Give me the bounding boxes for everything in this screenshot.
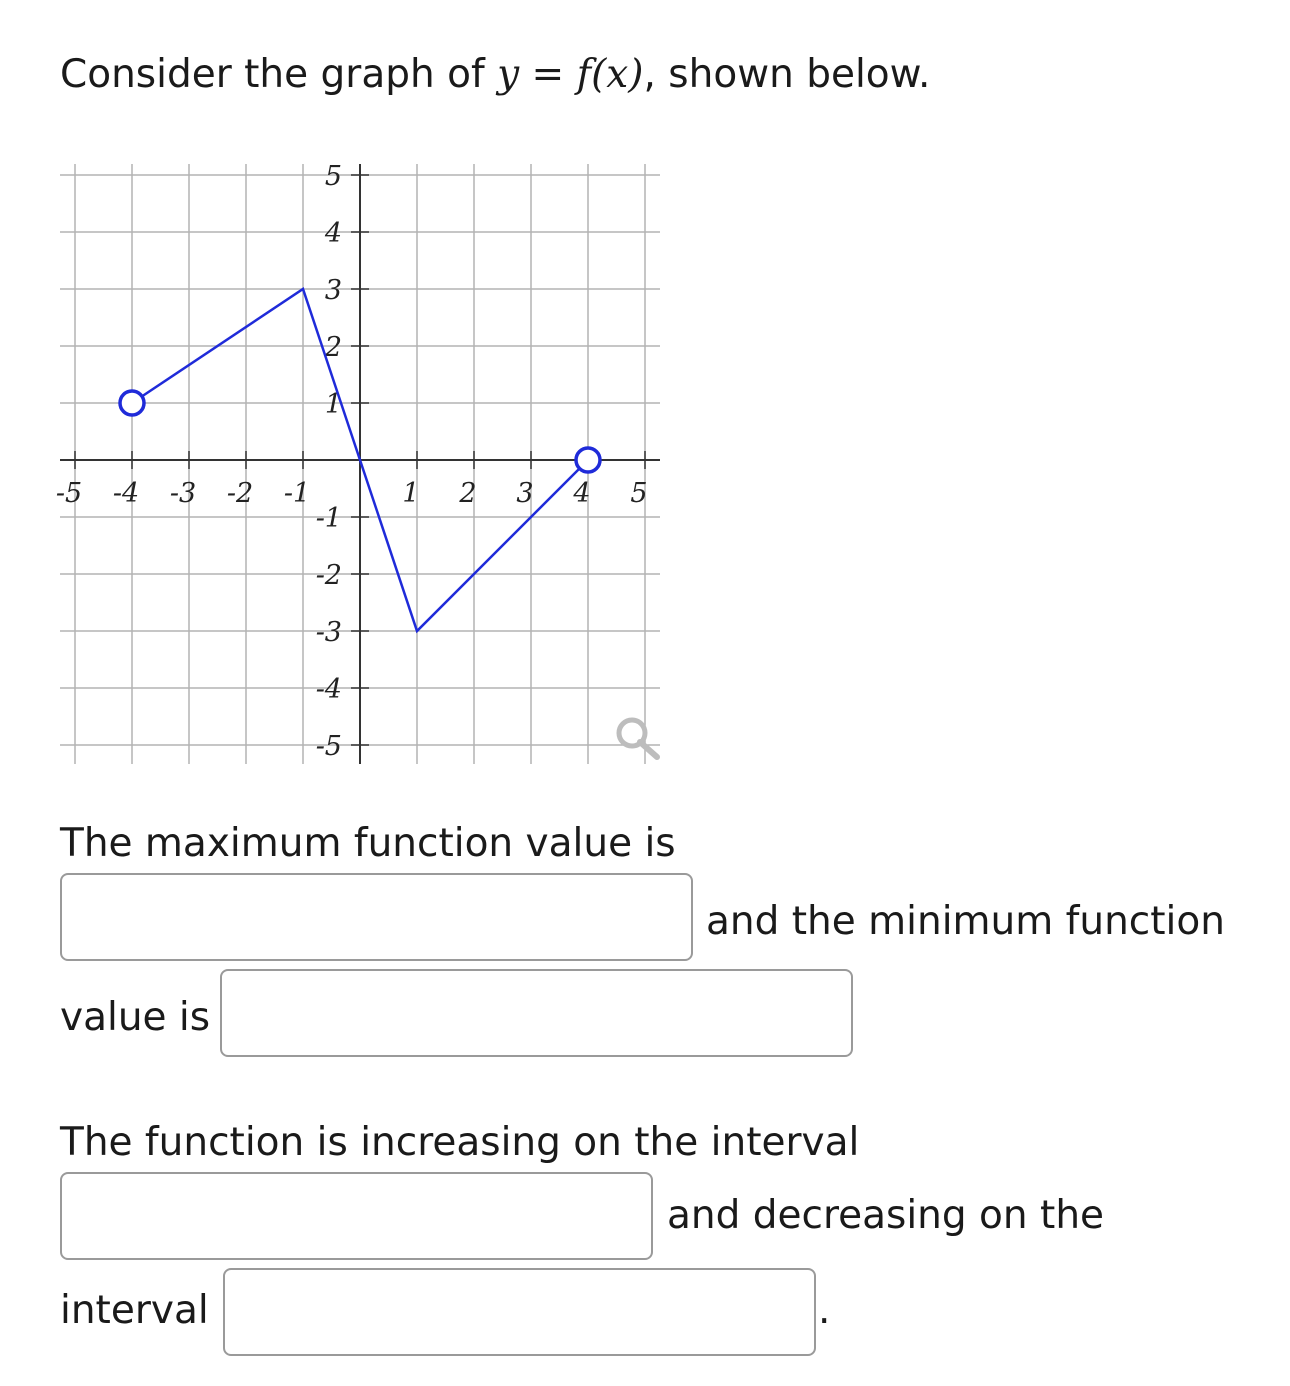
y-tick-label: 5 (324, 161, 342, 192)
x-tick-label: -1 (283, 478, 311, 509)
y-tick-label: -4 (315, 674, 342, 705)
y-tick-label: 2 (324, 332, 342, 363)
y-tick-label: -1 (315, 503, 342, 534)
q1-line1: The maximum function value is (60, 821, 676, 866)
graph-tick-labels (56, 161, 648, 762)
y-tick-label: 1 (324, 389, 342, 420)
q1-line3: value is (60, 995, 211, 1040)
x-tick-label: 4 (573, 478, 591, 509)
max-value-input[interactable] (60, 873, 693, 961)
eq-lhs: y (497, 52, 520, 97)
x-tick-label: 1 (402, 478, 420, 509)
q1-mid: and the minimum function (706, 899, 1225, 944)
x-tick-label: 2 (459, 478, 477, 509)
q2-mid: and decreasing on the (667, 1193, 1105, 1238)
open-endpoint (576, 448, 600, 472)
x-tick-label: -2 (226, 478, 254, 509)
min-value-input[interactable] (220, 969, 853, 1057)
x-tick-label: -5 (55, 478, 83, 509)
magnifier-icon[interactable] (619, 720, 657, 757)
question-suffix: , shown below. (643, 52, 931, 97)
increasing-interval-input[interactable] (60, 1172, 653, 1260)
y-tick-label: -5 (315, 731, 342, 762)
x-tick-label: 3 (516, 478, 534, 509)
decreasing-interval-input[interactable] (223, 1268, 816, 1356)
y-tick-label: 3 (324, 275, 342, 306)
y-tick-label: 4 (324, 218, 342, 249)
q2-line1: The function is increasing on the interval (60, 1120, 860, 1165)
q2-line3: interval (60, 1288, 209, 1333)
x-tick-label: -3 (169, 478, 197, 509)
x-tick-label: 5 (630, 478, 648, 509)
y-tick-label: -3 (315, 617, 342, 648)
y-tick-label: -2 (315, 560, 342, 591)
eq-rhs: f(x) (576, 52, 644, 97)
question-prefix: Consider the graph of (60, 52, 498, 97)
open-endpoint (120, 391, 144, 415)
graph-axes (60, 164, 660, 764)
x-tick-label: -4 (112, 478, 140, 509)
q2-end: . (818, 1288, 831, 1333)
eq-sign: = (531, 52, 565, 97)
